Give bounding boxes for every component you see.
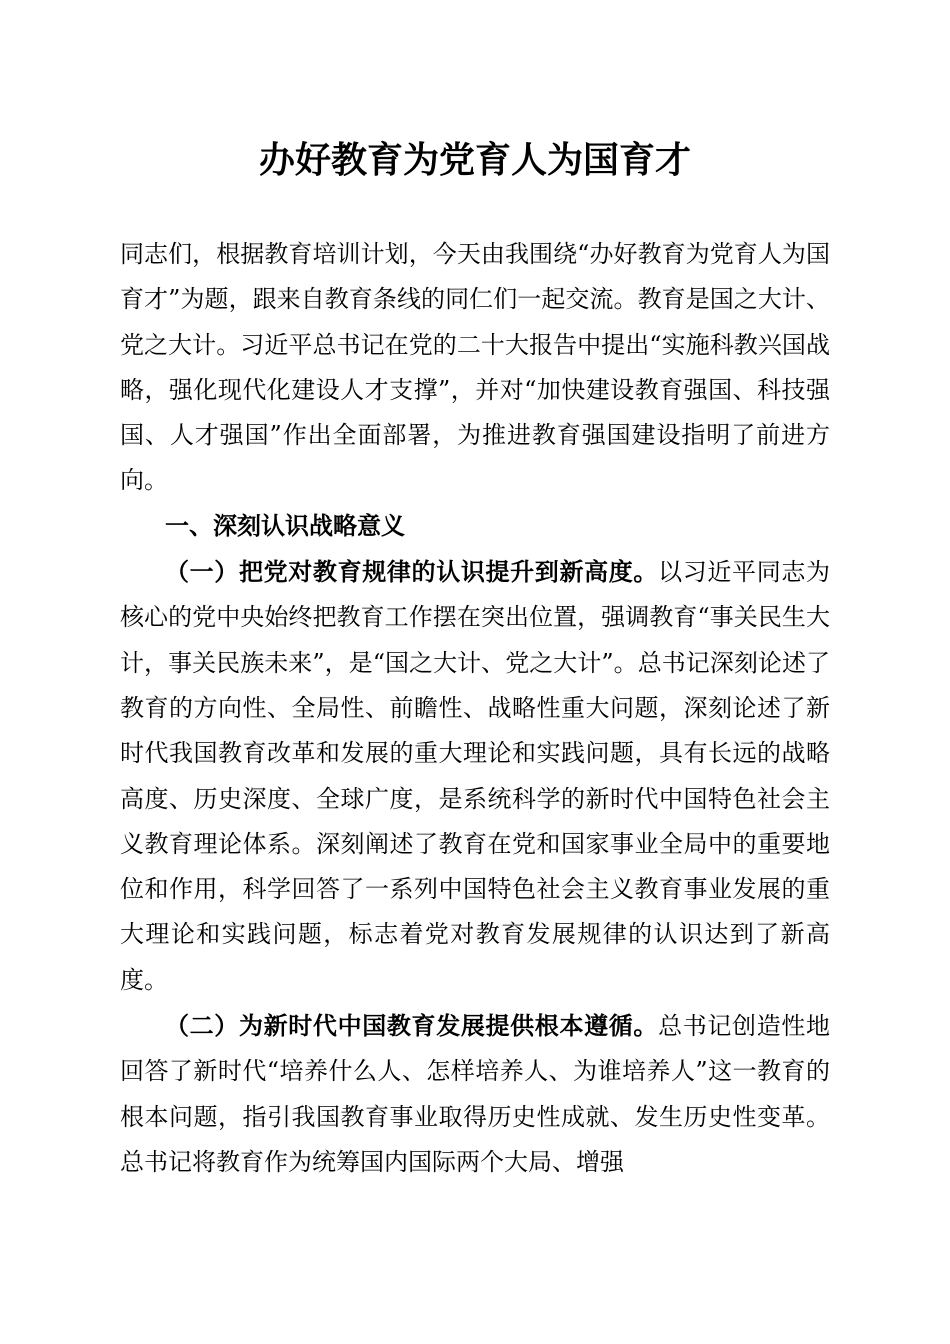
point-paragraph-2 <box>120 1003 830 1185</box>
point-text-2: 总书记创造性地回答了新时代“培养什么人、怎样培养人、为谁培养人”这一教育的根本问题，指引我国教育事业取得历史性成就、发生历史性变革。总书记将教育作为统筹国内国际两个大局、增强 <box>120 1012 831 1176</box>
document-body <box>120 232 830 1185</box>
point-lead-2: （二）为新时代中国教育发展提供根本遵循。 <box>165 1011 659 1041</box>
point-paragraph-1 <box>120 549 830 1003</box>
section-heading: 一、深刻认识战略意义 <box>165 511 405 540</box>
point-text-1: 以习近平同志为核心的党中央始终把教育工作摆在突出位置，强调教育“事关民生大计，事关民族未来”，是“国之大计、党之大计”。总书记深刻论述了教育的方向性、全局性、前瞻性、战略性重大问题，深刻论述了新时代我国教育改革和发展的重大理论和实践问题，具有长远的战略高度、历史深度、全球广度，是系统科学的新时代中国特色社会主义教育理论体系。深刻阐述了教育在党和国家事业全局中的重要地位和作用，科学回答了一系列中国特色社会主义教育事业发展的重大理论和实践问题，标志着党对教育发展规律的认识达到了新高度。 <box>120 558 831 994</box>
point-lead-1: （一）把党对教育规律的认识提升到新高度。 <box>165 557 659 587</box>
intro-paragraph: 同志们，根据教育培训计划，今天由我围绕“办好教育为党育人为国育才”为题，跟来自教育条线的同仁们一起交流。教育是国之大计、党之大计。习近平总书记在党的二十大报告中提出“实施科教兴国战略，强化现代化建设人才支撑”，并对“加快建设教育强国、科技强国、人才强国”作出全面部署，为推进教育强国建设指明了前进方向。 <box>120 240 830 495</box>
document-title: 办好教育为党育人为国育才 <box>258 139 691 181</box>
